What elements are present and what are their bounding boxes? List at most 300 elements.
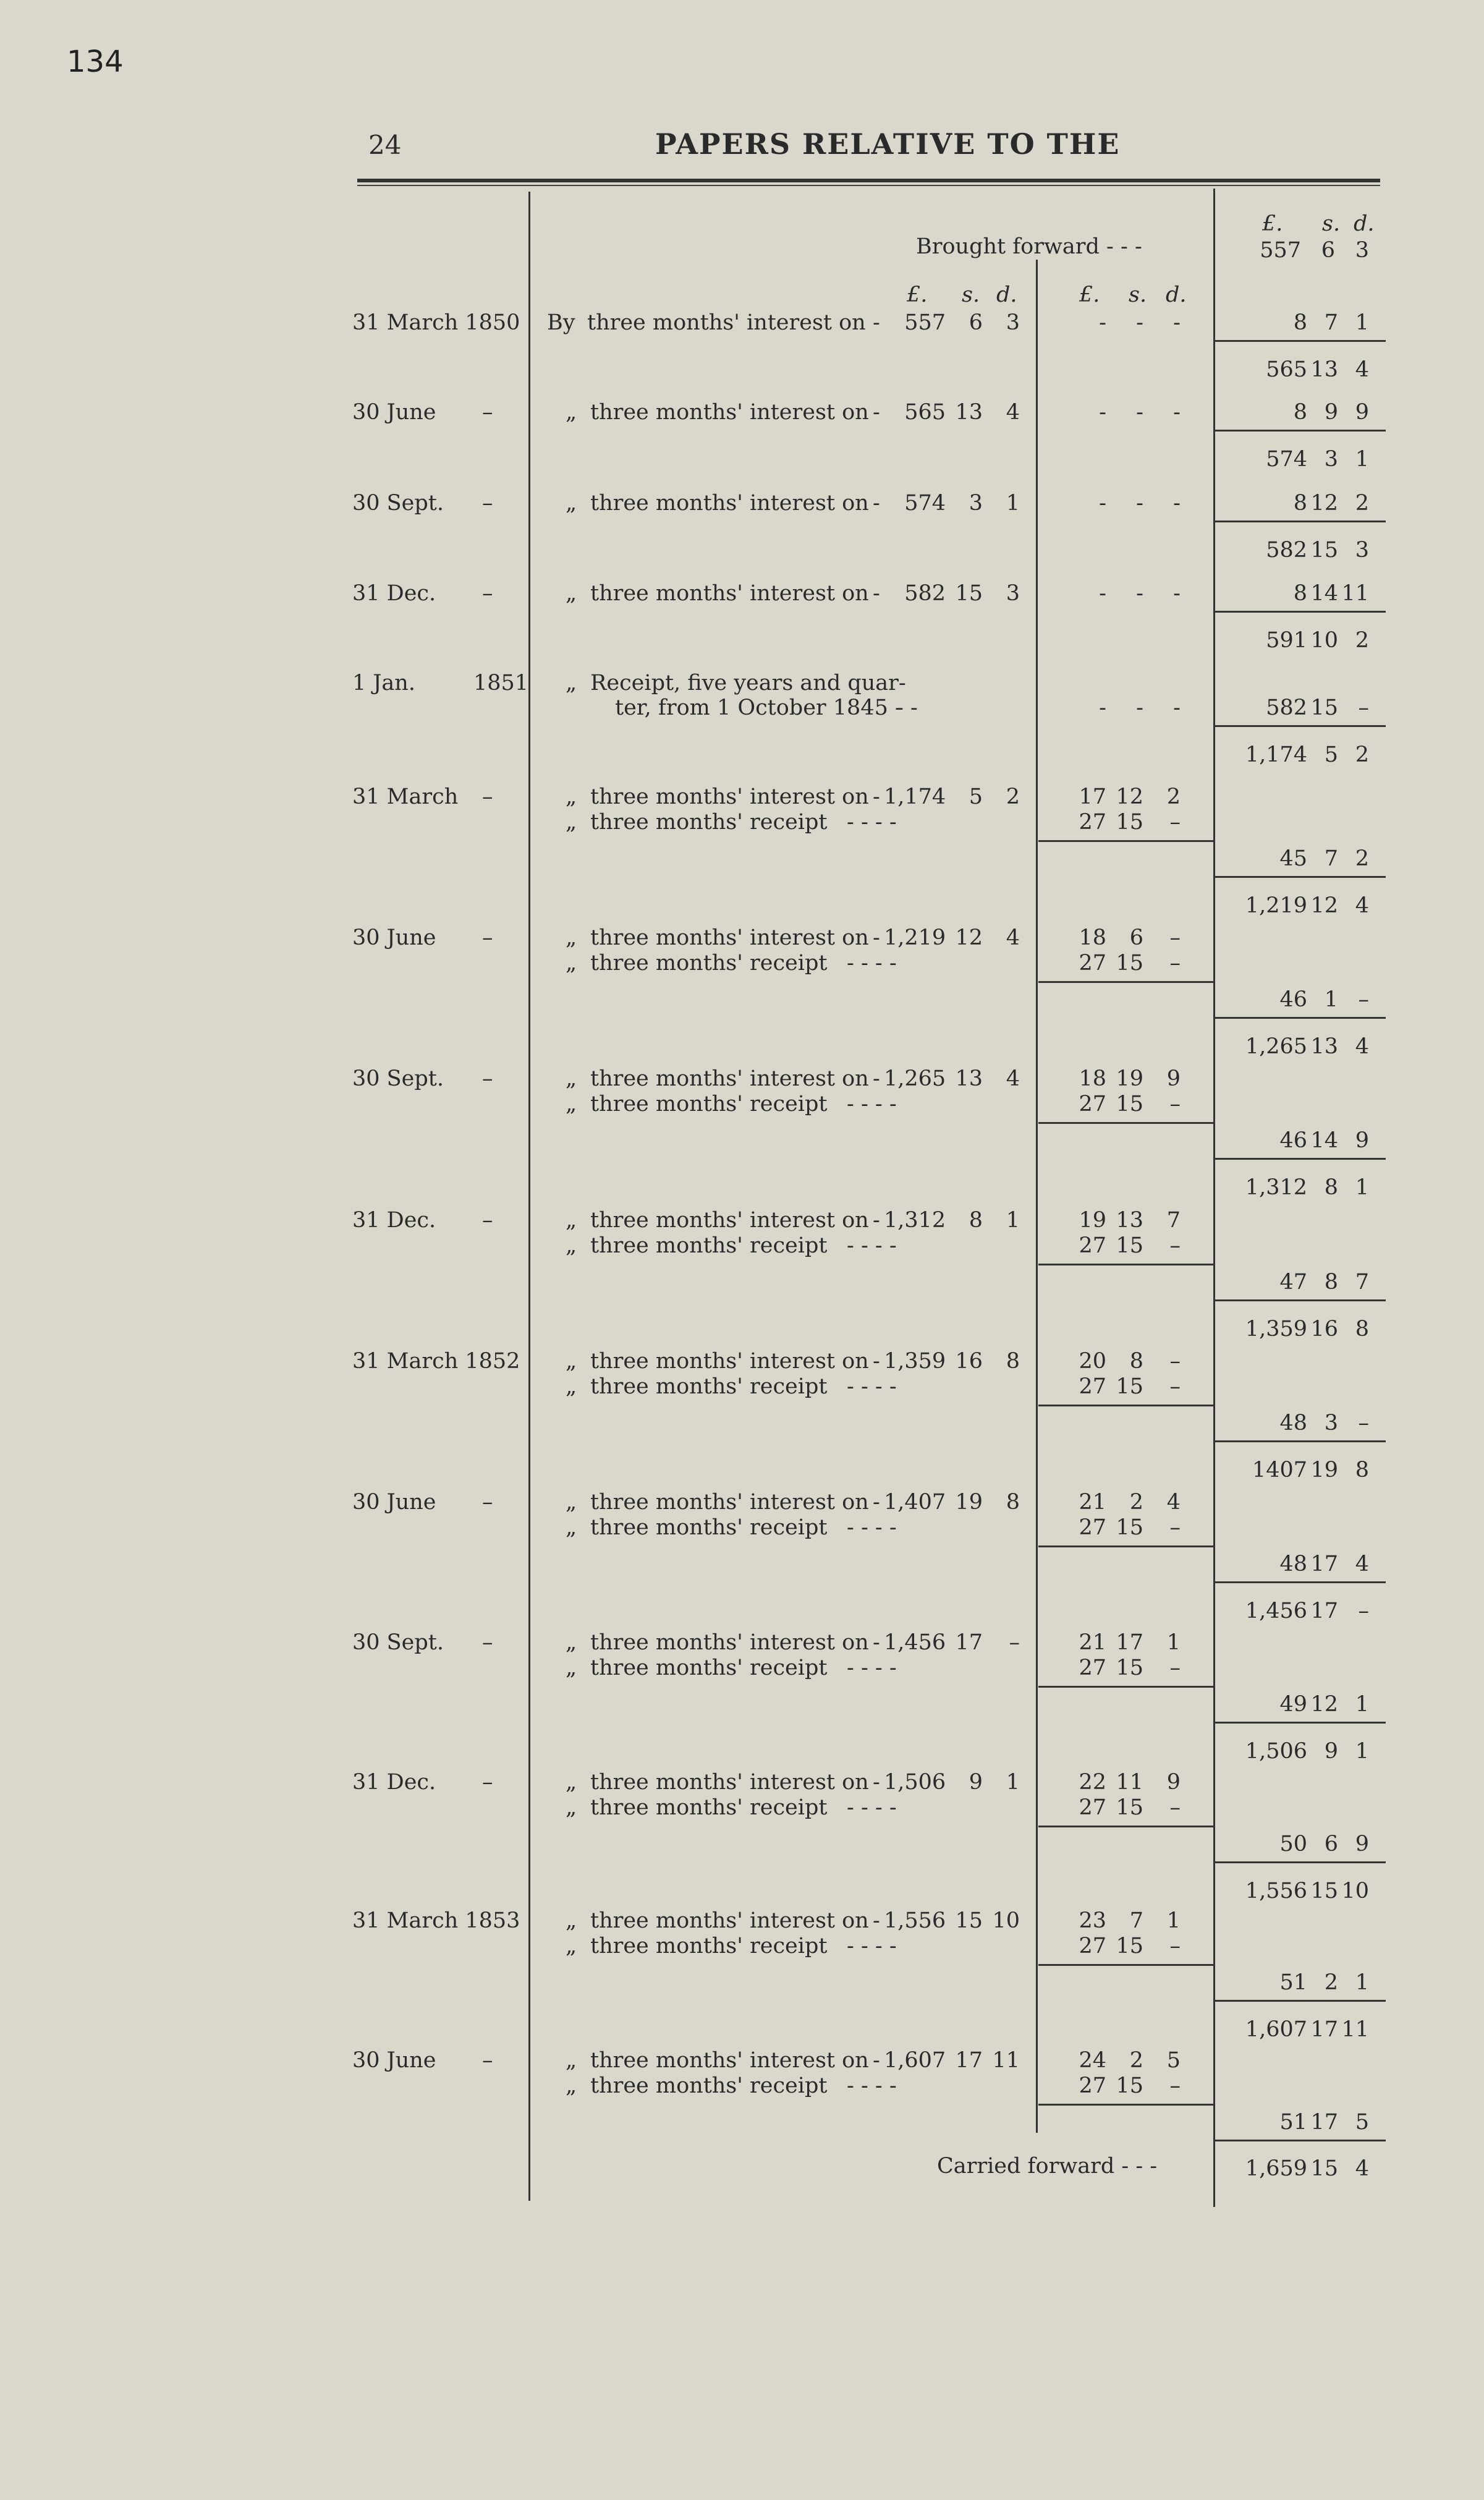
subtotal-rule [1038,2104,1213,2106]
entry-prefix: „ [566,491,577,516]
brought-forward-label: Brought forward - - - [916,234,1142,259]
interest-base-pounds: 1,174 [884,784,946,809]
running-total-pounds: 591 [1266,628,1307,653]
total-pence: 2 [1355,491,1369,516]
entry-date: 30 June [352,400,436,425]
entry-date-year: – [482,1630,493,1655]
running-total-shillings: 19 [1310,1458,1338,1482]
interest-base-shillings: 6 [969,310,983,335]
entry-prefix: „ [566,951,577,976]
receipt-pence: – [1169,1515,1181,1540]
entry-dash: - [873,1349,880,1374]
receipt-shillings: 15 [1116,1374,1143,1399]
total-pounds: 48 [1279,1552,1307,1576]
receipt-pounds: 27 [1079,1515,1106,1540]
sum-rule [1215,876,1386,878]
amount-shillings: 11 [1116,1770,1143,1795]
entry-date-year: – [482,2048,493,2073]
amount-pounds: 23 [1079,1908,1106,1933]
sum-rule [1215,1722,1386,1724]
entry-date: 1 Jan. [352,671,415,695]
subtotal-rule [1038,981,1213,983]
receipt-pence: – [1169,1092,1181,1116]
column-rule-right [1213,189,1215,2207]
total-pounds: 582 [1266,695,1307,720]
running-total-pounds: 565 [1266,357,1307,382]
total-pounds: 51 [1279,2110,1307,2135]
sum-rule [1215,725,1386,727]
entry-dash: - [873,1490,880,1515]
mid2-shillings-header: s. [1129,283,1147,307]
running-total-shillings: 5 [1324,742,1338,767]
entry-prefix: „ [566,1908,577,1933]
sum-rule [1215,430,1386,432]
amount-pounds: 21 [1079,1630,1106,1655]
amount-pence: 9 [1166,1770,1181,1795]
total-pounds: 46 [1279,1128,1307,1153]
interest-base-shillings: 16 [955,1349,983,1374]
amount-pence: - [1173,695,1181,720]
interest-base-pence: 1 [1006,491,1020,516]
running-total-pence: 3 [1355,538,1369,563]
subtotal-rule [1038,1826,1213,1827]
entry-prefix: „ [566,1233,577,1258]
total-shillings: 3 [1324,1411,1338,1435]
amount-shillings: 19 [1116,1066,1143,1091]
receipt-pence: – [1169,810,1181,835]
interest-base-pounds: 1,219 [884,925,946,950]
total-shillings: 17 [1310,2110,1338,2135]
interest-base-shillings: 3 [969,491,983,516]
total-shillings: 7 [1324,846,1338,871]
running-total-shillings: 17 [1310,1599,1338,1623]
entry-prefix: „ [566,1374,577,1399]
entry-prefix: „ [566,1349,577,1374]
receipt-pence: – [1169,1795,1181,1820]
currency-shillings-header: s. [1322,211,1341,236]
running-total-pounds: 1,456 [1245,1599,1307,1623]
sum-rule [1215,1581,1386,1583]
entry-description: three months' interest on [590,400,869,425]
entry-date-year: 1851 [473,671,529,695]
amount-pounds: 18 [1079,1066,1106,1091]
running-total-pence: 8 [1355,1317,1369,1341]
entry-date: 30 Sept. [352,1066,444,1091]
entry-dash: - [873,2048,880,2073]
entry-date-year: – [482,400,493,425]
carried-forward-label: Carried forward - - - [937,2154,1158,2179]
receipt-shillings: 15 [1116,2073,1143,2098]
entry-prefix: „ [566,1630,577,1655]
interest-base-pounds: 1,359 [884,1349,946,1374]
brought-forward-pounds: 557 [1260,238,1301,263]
entry-date: 31 March 1852 [352,1349,520,1374]
amount-pence: 4 [1166,1490,1181,1515]
amount-shillings: - [1136,695,1143,720]
entry-date-year: – [482,1066,493,1091]
amount-pounds: - [1099,581,1106,606]
sum-rule [1215,2000,1386,2002]
entry-date: 30 June [352,1490,436,1515]
total-pounds: 8 [1293,581,1307,606]
entry-date: 30 June [352,925,436,950]
entry-dash: - - - - [847,1092,897,1116]
entry-dash: - - - - [847,810,897,835]
entry-description: three months' interest on [590,2048,869,2073]
interest-base-pence: 4 [1006,1066,1020,1091]
entry-dash: - - - - [847,951,897,976]
receipt-pence: – [1169,1374,1181,1399]
total-pence: 5 [1355,2110,1369,2135]
amount-pence: - [1173,581,1181,606]
running-total-shillings: 13 [1310,1034,1338,1059]
entry-prefix: By [547,310,575,335]
interest-base-pounds: 1,556 [884,1908,946,1933]
entry-prefix: „ [566,1770,577,1795]
interest-base-shillings: 17 [955,1630,983,1655]
amount-pounds: - [1099,400,1106,425]
amount-pence: 7 [1166,1208,1181,1233]
entry-description: three months' interest on [590,1349,869,1374]
interest-base-pence: 8 [1006,1349,1020,1374]
amount-shillings: - [1136,400,1143,425]
entry-dash: - [873,491,880,516]
entry-description: three months' receipt [590,1795,828,1820]
amount-shillings: 17 [1116,1630,1143,1655]
interest-base-shillings: 13 [955,1066,983,1091]
total-pence: 4 [1355,1552,1369,1576]
running-total-pence: 8 [1355,1458,1369,1482]
running-total-shillings: 3 [1324,447,1338,472]
running-total-pounds: 1,359 [1245,1317,1307,1341]
running-total-pence: – [1358,1599,1369,1623]
entry-date-year: – [482,1490,493,1515]
amount-shillings: - [1136,491,1143,516]
receipt-pence: – [1169,1656,1181,1680]
amount-pounds: 22 [1079,1770,1106,1795]
receipt-pounds: 27 [1079,951,1106,976]
total-shillings: 9 [1324,400,1338,425]
interest-base-pounds: 565 [904,400,946,425]
entry-date: 31 Dec. [352,581,436,606]
running-total-pounds: 574 [1266,447,1307,472]
entry-prefix: „ [566,925,577,950]
entry-prefix: „ [566,581,577,606]
interest-base-pence: 1 [1006,1770,1020,1795]
total-pounds: 46 [1279,987,1307,1012]
running-total-shillings: 15 [1310,1879,1338,1903]
total-shillings: 17 [1310,1552,1338,1576]
entry-description: three months' receipt [590,1934,828,1958]
entry-prefix: „ [566,1490,577,1515]
total-shillings: 7 [1324,310,1338,335]
interest-base-pence: 4 [1006,400,1020,425]
entry-prefix: „ [566,810,577,835]
receipt-pounds: 27 [1079,1795,1106,1820]
interest-base-pence: 2 [1006,784,1020,809]
running-total-pounds: 1,265 [1245,1034,1307,1059]
carried-forward-pounds: 1,659 [1245,2156,1307,2181]
entry-dash: - - - - [847,1934,897,1958]
running-total-pounds: 1,174 [1245,742,1307,767]
amount-pence: – [1169,1349,1181,1374]
total-pounds: 48 [1279,1411,1307,1435]
entry-prefix: „ [566,1934,577,1958]
entry-dash: - [873,310,880,335]
amount-pounds: 24 [1079,2048,1106,2073]
entry-date: 31 March 1853 [352,1908,520,1933]
page-scan-number: 134 [67,45,124,79]
entry-description: three months' interest on [590,925,869,950]
receipt-shillings: 15 [1116,1515,1143,1540]
interest-base-shillings: 17 [955,2048,983,2073]
subtotal-rule [1038,1964,1213,1966]
entry-dash: - - [896,695,918,720]
total-pence: – [1358,1411,1369,1435]
column-rule-date [528,192,530,2201]
entry-description: three months' interest on [590,491,869,516]
subtotal-rule [1038,1122,1213,1124]
running-total-pounds: 1407 [1252,1458,1307,1482]
amount-pounds: 19 [1079,1208,1106,1233]
total-pounds: 8 [1293,310,1307,335]
receipt-shillings: 15 [1116,951,1143,976]
entry-dash: - [873,784,880,809]
entry-date-year: – [482,491,493,516]
entry-description: three months' interest on [590,1490,869,1515]
amount-shillings: 2 [1129,1490,1143,1515]
entry-prefix: „ [566,1795,577,1820]
running-total-pounds: 1,506 [1245,1739,1307,1764]
receipt-shillings: 15 [1116,1092,1143,1116]
total-pounds: 51 [1279,1970,1307,1995]
entry-date-year: – [482,1770,493,1795]
total-shillings: 2 [1324,1970,1338,1995]
interest-base-shillings: 15 [955,1908,983,1933]
interest-base-pounds: 1,312 [884,1208,946,1233]
total-pence: 9 [1355,1128,1369,1153]
interest-base-pence: – [1009,1630,1020,1655]
running-total-pence: 10 [1341,1879,1369,1903]
entry-description: three months' interest on [590,1770,869,1795]
total-shillings: 1 [1324,987,1338,1012]
amount-shillings: - [1136,581,1143,606]
total-pence: 1 [1355,310,1369,335]
receipt-pence: – [1169,2073,1181,2098]
total-shillings: 14 [1310,581,1338,606]
amount-pence: – [1169,925,1181,950]
running-total-shillings: 13 [1310,357,1338,382]
amount-pence: 1 [1166,1908,1181,1933]
total-pounds: 45 [1279,846,1307,871]
entry-prefix: „ [566,1092,577,1116]
total-shillings: 8 [1324,1270,1338,1295]
amount-pence: - [1173,491,1181,516]
receipt-pounds: 27 [1079,2073,1106,2098]
running-total-shillings: 15 [1310,538,1338,563]
amount-pounds: 21 [1079,1490,1106,1515]
subtotal-rule [1038,1545,1213,1547]
entry-prefix: „ [566,1066,577,1091]
running-total-pence: 2 [1355,742,1369,767]
brought-forward-shillings: 6 [1321,238,1335,263]
interest-base-pence: 11 [992,2048,1020,2073]
page-number: 24 [368,130,402,160]
amount-shillings: 7 [1129,1908,1143,1933]
interest-base-pence: 4 [1006,925,1020,950]
entry-dash: - [873,1208,880,1233]
running-total-pounds: 582 [1266,538,1307,563]
amount-pounds: - [1099,310,1106,335]
receipt-pounds: 27 [1079,1233,1106,1258]
entry-description: three months' receipt [590,1515,828,1540]
entry-dash: - [873,400,880,425]
entry-description-cont: ter, from 1 October 1845 - [615,695,902,720]
running-total-pence: 11 [1341,2017,1369,2042]
entry-description: three months' interest on [590,1908,869,1933]
interest-base-pounds: 1,456 [884,1630,946,1655]
sum-rule [1215,340,1386,342]
running-total-pounds: 1,219 [1245,893,1307,918]
entry-date: 30 Sept. [352,491,444,516]
mid-shillings-header: s. [962,283,980,307]
total-shillings: 15 [1310,695,1338,720]
entry-date: 31 March 1850 [352,310,520,335]
total-pence: 7 [1355,1270,1369,1295]
amount-shillings: 8 [1129,1349,1143,1374]
entry-description: three months' interest on [587,310,866,335]
subtotal-rule [1038,1264,1213,1265]
interest-base-pence: 3 [1006,581,1020,606]
interest-base-pounds: 1,265 [884,1066,946,1091]
interest-base-pence: 1 [1006,1208,1020,1233]
entry-description: three months' receipt [590,1374,828,1399]
entry-date-year: – [482,581,493,606]
interest-base-pence: 3 [1006,310,1020,335]
page-title: PAPERS RELATIVE TO THE [655,127,1121,161]
interest-base-pounds: 582 [904,581,946,606]
entry-description: Receipt, five years and quar- [590,671,906,695]
receipt-pounds: 27 [1079,1934,1106,1958]
running-total-pence: 4 [1355,893,1369,918]
receipt-shillings: 15 [1116,1656,1143,1680]
receipt-pounds: 27 [1079,1656,1106,1680]
total-pounds: 8 [1293,491,1307,516]
header-rule-thin [357,185,1380,186]
amount-shillings: 12 [1116,784,1143,809]
running-total-pence: 1 [1355,1739,1369,1764]
interest-base-pounds: 574 [904,491,946,516]
carried-forward-shillings: 15 [1310,2156,1338,2181]
entry-description: three months' receipt [590,2073,828,2098]
total-shillings: 12 [1310,1692,1338,1717]
interest-base-pence: 8 [1006,1490,1020,1515]
running-total-pounds: 1,312 [1245,1175,1307,1200]
sum-rule [1215,1861,1386,1863]
total-pence: – [1358,987,1369,1012]
amount-pence: - [1173,310,1181,335]
running-total-pence: 1 [1355,447,1369,472]
running-total-shillings: 17 [1310,2017,1338,2042]
interest-base-shillings: 12 [955,925,983,950]
subtotal-rule [1038,1405,1213,1406]
currency-pounds-header: £. [1262,211,1283,236]
sum-rule [1215,1299,1386,1301]
running-total-pence: 4 [1355,1034,1369,1059]
entry-dash: - [873,1066,880,1091]
total-pence: 1 [1355,1970,1369,1995]
sum-rule [1215,521,1386,522]
running-total-pounds: 1,556 [1245,1879,1307,1903]
entry-dash: - [873,925,880,950]
amount-pounds: 20 [1079,1349,1106,1374]
mid2-pounds-header: £. [1079,283,1100,307]
sum-rule [1215,1440,1386,1442]
receipt-pounds: 27 [1079,1374,1106,1399]
total-pence: – [1358,695,1369,720]
amount-pence: 5 [1166,2048,1181,2073]
entry-description: three months' receipt [590,1092,828,1116]
total-pence: 9 [1355,1832,1369,1856]
amount-pence: - [1173,400,1181,425]
entry-dash: - - - - [847,1233,897,1258]
total-pence: 9 [1355,400,1369,425]
sum-rule [1215,1017,1386,1019]
interest-base-pounds: 557 [904,310,946,335]
receipt-pence: – [1169,1934,1181,1958]
entry-dash: - [873,1630,880,1655]
brought-forward-pence: 3 [1355,238,1369,263]
running-total-shillings: 9 [1324,1739,1338,1764]
running-total-pence: 2 [1355,628,1369,653]
entry-description: three months' interest on [590,1208,869,1233]
entry-description: three months' receipt [590,951,828,976]
entry-prefix: „ [566,1515,577,1540]
sum-rule [1215,2140,1386,2141]
total-pounds: 50 [1279,1832,1307,1856]
amount-pounds: - [1099,695,1106,720]
entry-prefix: „ [566,1208,577,1233]
entry-prefix: „ [566,784,577,809]
total-pounds: 8 [1293,400,1307,425]
amount-pounds: 17 [1079,784,1106,809]
entry-date-year: – [482,1208,493,1233]
entry-dash: - [873,1770,880,1795]
subtotal-rule [1038,840,1213,842]
running-total-shillings: 12 [1310,893,1338,918]
amount-pounds: - [1099,491,1106,516]
entry-date-year: – [482,784,493,809]
interest-base-shillings: 13 [955,400,983,425]
entry-date: 31 Dec. [352,1208,436,1233]
entry-dash: - - - - [847,1795,897,1820]
running-total-shillings: 8 [1324,1175,1338,1200]
column-rule-middle [1036,260,1038,2133]
amount-pence: 2 [1166,784,1181,809]
entry-description: three months' receipt [590,1233,828,1258]
interest-base-pounds: 1,607 [884,2048,946,2073]
total-pence: 11 [1341,581,1369,606]
amount-pounds: 18 [1079,925,1106,950]
subtotal-rule [1038,1686,1213,1688]
receipt-pence: – [1169,951,1181,976]
interest-base-shillings: 5 [969,784,983,809]
receipt-shillings: 15 [1116,1795,1143,1820]
receipt-pounds: 27 [1079,1092,1106,1116]
amount-pence: 1 [1166,1630,1181,1655]
entry-prefix: „ [566,1656,577,1680]
receipt-pence: – [1169,1233,1181,1258]
